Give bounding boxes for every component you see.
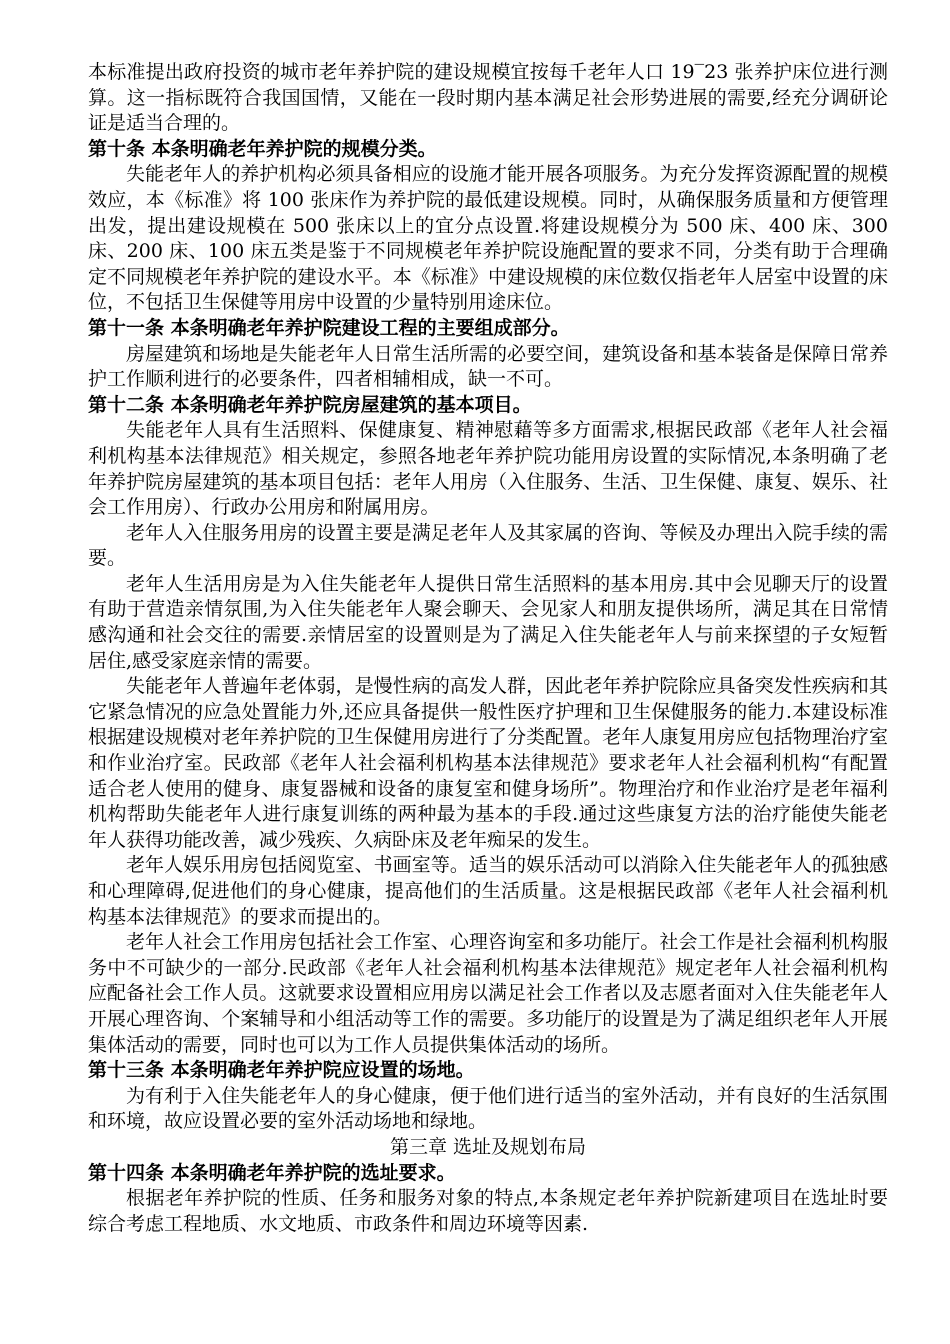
article-12-heading: 第十二条 本条明确老年养护院房屋建筑的基本项目。: [88, 393, 532, 416]
paragraph-intro: 本标准提出政府投资的城市老年养护院的建设规模宜按每千老年人口 19‾23 张养护床位进行测算。这一指标既符合我国国情，又能在一段时期内基本满足社会形势进展的需要,经充分调研论证是适当合理的。: [88, 61, 888, 135]
chapter-3-title: 第三章 选址及规划布局: [389, 1135, 587, 1158]
article-12-paragraph-6: 老年人社会工作用房包括社会工作室、心理咨询室和多功能厅。社会工作是社会福利机构服务中不可缺少的一部分.民政部《老年人社会福利机构基本法律规范》规定老年人社会福利机构应配备社会工作人员。这就要求设置相应用房以满足社会工作者以及志愿者面对入住失能老年人开展心理咨询、个案辅导和小组活动等工作的需要。多功能厅的设置是为了满足组织老年人开展集体活动的需要，同时也可以为工作人员提供集体活动的场所。: [88, 931, 888, 1056]
article-12-paragraph-5: 老年人娱乐用房包括阅览室、书画室等。适当的娱乐活动可以消除入住失能老年人的孤独感和心理障碍,促进他们的身心健康，提高他们的生活质量。这是根据民政部《老年人社会福利机构基本法律规范》的要求而提出的。: [88, 854, 888, 928]
article-11-heading: 第十一条 本条明确老年养护院建设工程的主要组成部分。: [88, 316, 570, 339]
article-12-paragraph-2: 老年人入住服务用房的设置主要是满足老年人及其家属的咨询、等候及办理出入院手续的需要。: [88, 521, 888, 570]
article-13-heading: 第十三条 本条明确老年养护院应设置的场地。: [88, 1059, 475, 1082]
article-12-paragraph-4: 失能老年人普遍年老体弱，是慢性病的高发人群，因此老年养护院除应具备突发性疾病和其它紧急情况的应急处置能力外,还应具备提供一般性医疗护理和卫生保健服务的能力.本建设标准根据建设规模对老年养护院的卫生保健用房进行了分类配置。老年人康复用房应包括物理治疗室和作业治疗室。民政部《老年人社会福利机构基本法律规范》要求老年人社会福利机构“有配置适合老人使用的健身、康复器械和设备的康复室和健身场所”。物理治疗和作业治疗是老年福利机构帮助失能老年人进行康复训练的两种最为基本的手段.通过这些康复方法的治疗能使失能老年人获得功能改善，减少残疾、久病卧床及老年痴呆的发生。: [88, 675, 888, 851]
article-10-paragraph: 失能老年人的养护机构必须具备相应的设施才能开展各项服务。为充分发挥资源配置的规模效应，本《标准》将 100 张床作为养护院的最低建设规模。同时，从确保服务质量和方便管理出发，提出建设规模在 500 张床以上的宜分点设置.将建设规模分为 500 床、400 床、300 床、200 床、100 床五类是鉴于不同规模老年养护院设施配置的要求不同，分类有助于合理确定不同规模老年养护院的建设水平。本《标准》中建设规模的床位数仅指老年人居室中设置的床位，不包括卫生保健等用房中设置的少量特别用途床位。: [88, 163, 888, 314]
article-13-paragraph: 为有利于入住失能老年人的身心健康，便于他们进行适当的室外活动，并有良好的生活氛围和环境，故应设置必要的室外活动场地和绿地。: [88, 1084, 888, 1133]
article-14-heading: 第十四条 本条明确老年养护院的选址要求。: [88, 1161, 456, 1184]
article-11-paragraph: 房屋建筑和场地是失能老年人日常生活所需的必要空间，建筑设备和基本装备是保障日常养护工作顺利进行的必要条件，四者相辅相成，缺一不可。: [88, 342, 888, 391]
article-12-paragraph-1: 失能老年人具有生活照料、保健康复、精神慰藉等多方面需求,根据民政部《老年人社会福利机构基本法律规范》相关规定，参照各地老年养护院功能用房设置的实际情况,本条明确了老年养护院房屋建筑的基本项目包括：老年人用房（入住服务、生活、卫生保健、康复、娱乐、社会工作用房）、行政办公用房和附属用房。: [88, 419, 888, 519]
article-12-paragraph-3: 老年人生活用房是为入住失能老年人提供日常生活照料的基本用房.其中会见聊天厅的设置有助于营造亲情氛围,为入住失能老年人聚会聊天、会见家人和朋友提供场所，满足其在日常情感沟通和社会交往的需要.亲情居室的设置则是为了满足入住失能老年人与前来探望的子女短暂居住,感受家庭亲情的需要。: [88, 572, 888, 672]
article-14-paragraph: 根据老年养护院的性质、任务和服务对象的特点,本条规定老年养护院新建项目在选址时要综合考虑工程地质、水文地质、市政条件和周边环境等因素.: [88, 1187, 888, 1235]
document-page: [88, 60, 888, 1237]
article-10-heading: 第十条 本条明确老年养护院的规模分类。: [88, 137, 437, 160]
